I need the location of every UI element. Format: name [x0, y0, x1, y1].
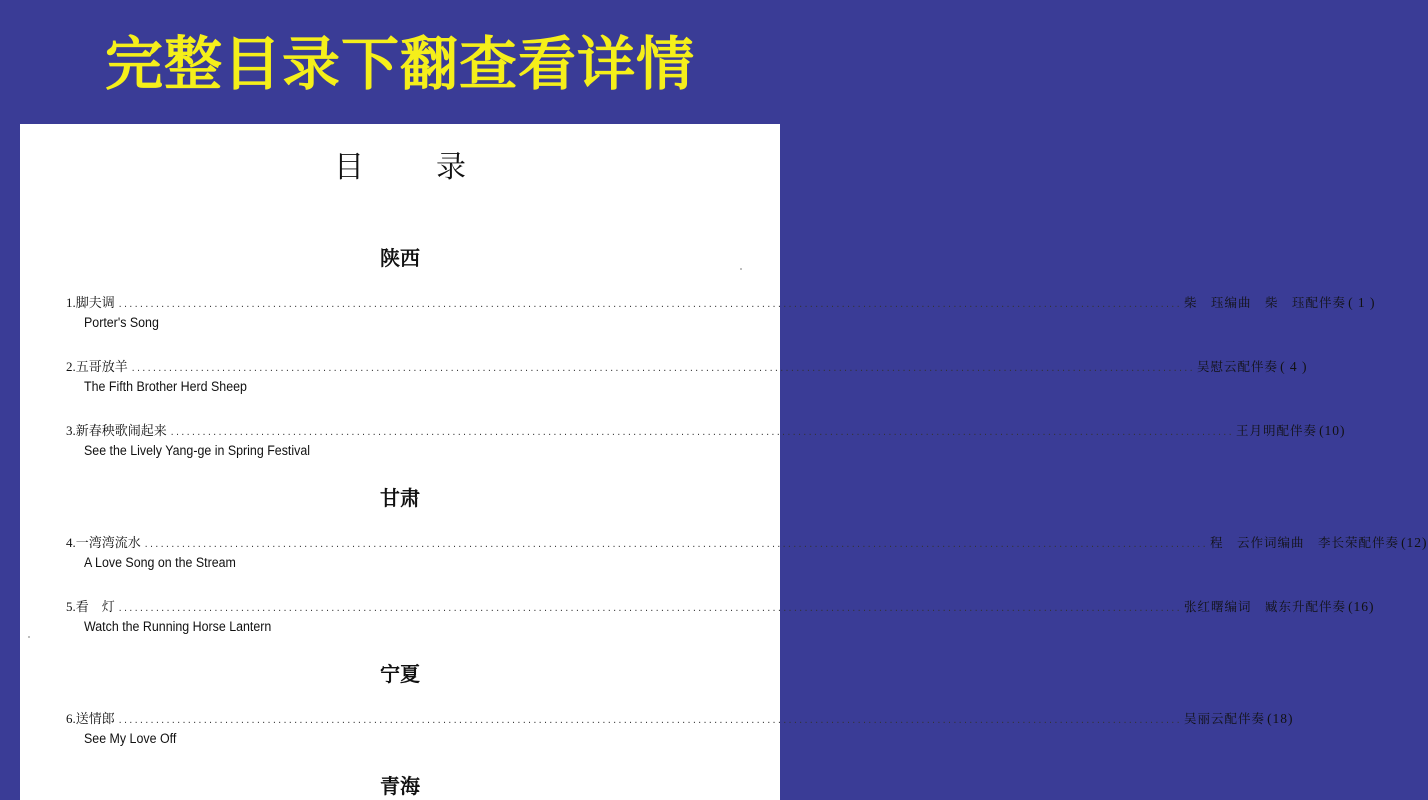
leader-dots: ........................................................................................................................................................................................................	[117, 716, 1182, 725]
section-heading: 陕西	[380, 246, 420, 270]
entry-page: (12)	[1401, 535, 1428, 550]
entry-title-cn: 新春秧歌闹起来	[75, 424, 167, 439]
entry-number: 2.	[66, 359, 76, 374]
toc-entry	[66, 292, 1376, 330]
entry-number: 1.	[66, 295, 76, 310]
entry-page: (16)	[1348, 599, 1375, 614]
entry-title-en: Watch the Running Horse Lantern	[84, 619, 272, 634]
entry-credit: 吴丽云配伴奏	[1184, 711, 1266, 726]
toc-entry	[66, 596, 1375, 634]
entry-title-cn: 送情郎	[75, 712, 115, 727]
toc-entry	[66, 356, 1308, 394]
entry-page: (10)	[1319, 423, 1346, 438]
toc-entry	[66, 532, 1428, 570]
promo-banner	[0, 0, 800, 118]
entry-number: 3.	[66, 423, 76, 438]
toc-page	[20, 124, 1428, 800]
toc-title-right: 录	[436, 150, 466, 185]
banner-text: 完整目录下翻查看详情	[104, 30, 695, 98]
entry-credit: 吴慰云配伴奏	[1197, 359, 1279, 374]
entry-number: 6.	[66, 711, 76, 726]
entry-credit: 张红曙编词 臧东升配伴奏	[1184, 599, 1347, 614]
entry-page: ( 1 )	[1348, 295, 1376, 310]
section-heading: 青海	[380, 774, 420, 798]
leader-dots: ........................................................................................................................................................................................................	[143, 540, 1208, 549]
leader-dots: ........................................................................................................................................................................................................	[117, 300, 1182, 309]
toc-entry	[66, 420, 1346, 458]
entry-number: 5.	[66, 599, 76, 614]
paper-speck	[740, 268, 742, 270]
entry-title-cn: 一湾湾流水	[75, 536, 141, 551]
entry-title-en: See My Love Off	[84, 731, 177, 746]
section-heading: 甘肃	[380, 486, 420, 510]
toc-title-left: 目	[334, 150, 364, 185]
entry-title-en: The Fifth Brother Herd Sheep	[84, 379, 247, 394]
entry-credit: 程 云作词编曲 李长荣配伴奏	[1210, 535, 1400, 550]
entry-title-cn: 看 灯	[75, 600, 115, 615]
entry-credit: 柴 珏编曲 柴 珏配伴奏	[1184, 295, 1347, 310]
entry-title-cn: 脚夫调	[75, 296, 115, 311]
section-heading: 宁夏	[380, 662, 420, 686]
entry-page: ( 4 )	[1280, 359, 1308, 374]
entry-number: 4.	[66, 535, 76, 550]
leader-dots: ........................................................................................................................................................................................................	[169, 428, 1234, 437]
toc-title	[20, 142, 780, 186]
entry-credit: 王月明配伴奏	[1236, 423, 1318, 438]
leader-dots: ........................................................................................................................................................................................................	[117, 604, 1182, 613]
entry-title-en: See the Lively Yang-ge in Spring Festival	[84, 443, 311, 458]
paper-speck	[28, 636, 30, 638]
entry-title-en: A Love Song on the Stream	[84, 555, 236, 570]
entry-title-cn: 五哥放羊	[75, 360, 128, 375]
entry-title-en: Porter's Song	[84, 315, 159, 330]
entry-page: (18)	[1267, 711, 1294, 726]
leader-dots: ........................................................................................................................................................................................................	[130, 364, 1195, 373]
toc-entry	[66, 708, 1294, 746]
